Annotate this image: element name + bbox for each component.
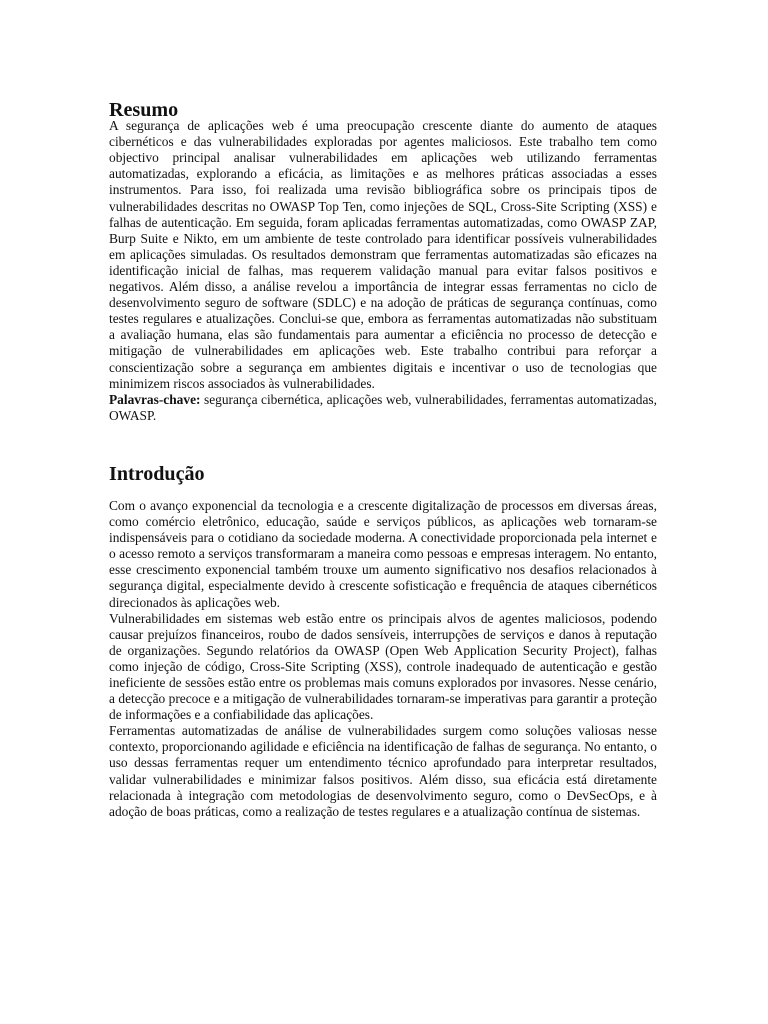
introduction-section: [109, 462, 657, 820]
abstract-title: Resumo: [109, 99, 179, 121]
introduction-title: Introdução: [109, 462, 205, 485]
section-spacer: [109, 424, 657, 466]
introduction-paragraph: Com o avanço exponencial da tecnologia e a crescente digitalização de processos em diversas áreas, como comércio eletrônico, educação, saúde e serviços públicos, as aplicações web tornaram-se indispensáveis para o cotidiano da sociedade moderna. A conectividade proporcionada pela internet e o acesso remoto a serviços transformaram a maneira como pessoas e empresas interagem. No entanto, esse crescimento exponencial também trouxe um aumento significativo nos desafios relacionados à segurança digital, especialmente devido à crescente sofisticação e frequência de ataques cibernéticos direcionados às aplicações web.: [109, 497, 657, 610]
keywords-label: Palavras-chave:: [109, 391, 201, 407]
keywords-text: segurança cibernética, aplicações web, vulnerabilidades, ferramentas automatizadas, OWASP.: [109, 391, 657, 423]
document-page: [109, 99, 657, 820]
introduction-paragraph: Vulnerabilidades em sistemas web estão entre os principais alvos de agentes maliciosos, podendo causar prejuízos financeiros, roubo de dados sensíveis, interrupções de serviços e danos à reputação de organizações. Segundo relatórios da OWASP (Open Web Application Security Project), falhas como injeção de código, Cross-Site Scripting (XSS), controle inadequado de autenticação e gestão ineficiente de sessões estão entre os problemas mais comuns explorados por invasores. Nesse cenário, a detecção precoce e a mitigação de vulnerabilidades tornaram-se imperativas para garantir a proteção de informações e a confiabilidade das aplicações.: [109, 610, 657, 723]
introduction-paragraph: Ferramentas automatizadas de análise de vulnerabilidades surgem como soluções valiosas nesse contexto, proporcionando agilidade e eficiência na identificação de falhas de segurança. No entanto, o uso dessas ferramentas requer um entendimento técnico aprofundado para interpretar resultados, validar vulnerabilidades e minimizar falsos positivos. Além disso, sua eficácia está diretamente relacionada à integração com metodologias de desenvolvimento seguro, como o DevSecOps, e à adoção de boas práticas, como a realização de testes regulares e a atualização contínua de sistemas.: [109, 723, 657, 819]
keywords: [109, 392, 657, 424]
abstract-text: A segurança de aplicações web é uma preocupação crescente diante do aumento de ataques cibernéticos e das vulnerabilidades exploradas por agentes maliciosos. Este trabalho tem como objectivo principal analisar vulnerabilidades em aplicações web utilizando ferramentas automatizadas, explorando a eficácia, as limitações e as melhores práticas associadas a esses instrumentos. Para isso, foi realizada uma revisão bibliográfica sobre os principais tipos de vulnerabilidades descritas no OWASP Top Ten, como injeções de SQL, Cross-Site Scripting (XSS) e falhas de autenticação. Em seguida, foram aplicadas ferramentas automatizadas, como OWASP ZAP, Burp Suite e Nikto, em um ambiente de teste controlado para identificar possíveis vulnerabilidades em aplicações simuladas. Os resultados demonstram que ferramentas automatizadas são eficazes na identificação inicial de falhas, mas requerem validação manual para evitar falsos positivos e negativos. Além disso, a análise revelou a importância de integrar essas ferramentas no ciclo de desenvolvimento seguro de software (SDLC) e na adoção de práticas de segurança contínuas, como testes regulares e atualizações. Conclui-se que, embora as ferramentas automatizadas não substituam a avaliação humana, elas são fundamentais para aumentar a eficiência no processo de detecção e mitigação de vulnerabilidades em aplicações web. Este trabalho contribui para reforçar a conscientização sobre a segurança em ambientes digitais e incentivar o uso de tecnologias que minimizem riscos associados às vulnerabilidades.: [109, 118, 657, 391]
abstract-section: [109, 99, 657, 424]
